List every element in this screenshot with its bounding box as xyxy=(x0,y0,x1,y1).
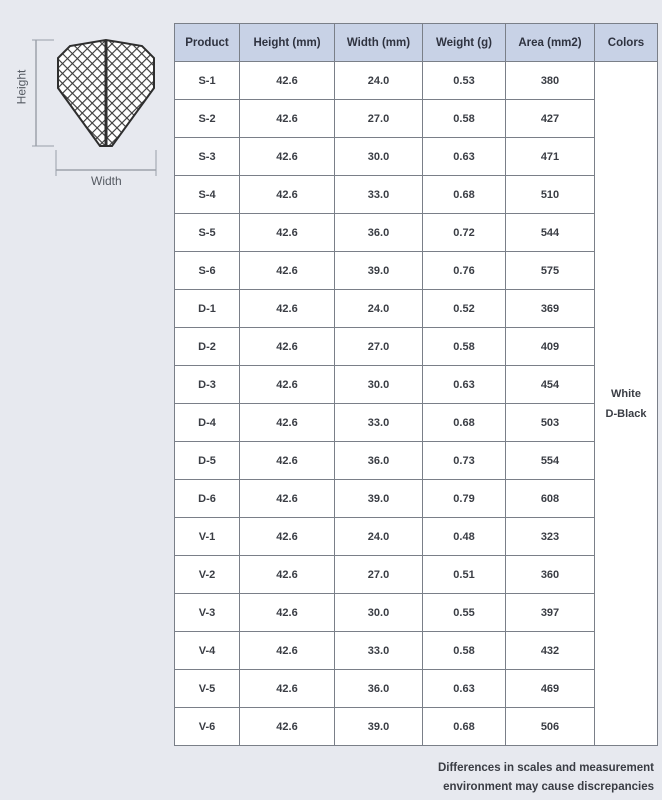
table-cell: 0.76 xyxy=(423,252,506,290)
color-option: D-Black xyxy=(605,407,647,420)
table-row xyxy=(175,670,658,708)
table-row xyxy=(175,480,658,518)
table-cell: 42.6 xyxy=(240,138,335,176)
table-cell: 0.79 xyxy=(423,480,506,518)
table-cell: V-2 xyxy=(175,556,240,594)
table-cell: 0.63 xyxy=(423,366,506,404)
table-cell: 0.63 xyxy=(423,670,506,708)
table-cell: 0.58 xyxy=(423,632,506,670)
table-row xyxy=(175,366,658,404)
table-cell: D-3 xyxy=(175,366,240,404)
table-cell: 0.48 xyxy=(423,518,506,556)
header-area: Area (mm2) xyxy=(506,24,595,62)
table-cell: 27.0 xyxy=(335,328,423,366)
table-cell: 42.6 xyxy=(240,556,335,594)
table-cell: 397 xyxy=(506,594,595,632)
table-cell: 33.0 xyxy=(335,176,423,214)
table-cell: S-4 xyxy=(175,176,240,214)
table-row xyxy=(175,518,658,556)
table-cell: 0.68 xyxy=(423,404,506,442)
table-cell: 469 xyxy=(506,670,595,708)
table-cell: 575 xyxy=(506,252,595,290)
table-cell: 33.0 xyxy=(335,404,423,442)
table-cell: 42.6 xyxy=(240,708,335,746)
table-cell: 0.53 xyxy=(423,62,506,100)
table-row xyxy=(175,708,658,746)
table-cell: V-5 xyxy=(175,670,240,708)
table-cell: 608 xyxy=(506,480,595,518)
table-cell: 30.0 xyxy=(335,594,423,632)
table-cell: V-1 xyxy=(175,518,240,556)
table-cell: V-6 xyxy=(175,708,240,746)
specs-table xyxy=(174,23,658,746)
table-cell: 42.6 xyxy=(240,594,335,632)
table-cell: 0.51 xyxy=(423,556,506,594)
table-cell: 42.6 xyxy=(240,670,335,708)
table-cell: 503 xyxy=(506,404,595,442)
table-cell: S-1 xyxy=(175,62,240,100)
table-cell: 24.0 xyxy=(335,518,423,556)
table-cell: 323 xyxy=(506,518,595,556)
table-cell: 33.0 xyxy=(335,632,423,670)
disclaimer-note xyxy=(438,759,654,797)
table-cell: 42.6 xyxy=(240,366,335,404)
table-cell: 42.6 xyxy=(240,328,335,366)
table-cell: 0.73 xyxy=(423,442,506,480)
table-cell: D-4 xyxy=(175,404,240,442)
table-cell: 380 xyxy=(506,62,595,100)
header-weight: Weight (g) xyxy=(423,24,506,62)
table-cell: 39.0 xyxy=(335,252,423,290)
table-cell: 471 xyxy=(506,138,595,176)
table-cell: 0.58 xyxy=(423,328,506,366)
table-row xyxy=(175,632,658,670)
table-cell: 0.58 xyxy=(423,100,506,138)
table-cell: 0.52 xyxy=(423,290,506,328)
table-cell: 36.0 xyxy=(335,442,423,480)
header-colors: Colors xyxy=(595,24,658,62)
table-cell: 30.0 xyxy=(335,366,423,404)
height-label: Height xyxy=(14,69,29,105)
note-line-2: environment may cause discrepancies xyxy=(443,781,654,793)
table-cell: V-4 xyxy=(175,632,240,670)
table-cell: 27.0 xyxy=(335,556,423,594)
table-cell: 432 xyxy=(506,632,595,670)
table-row xyxy=(175,176,658,214)
table-row xyxy=(175,62,658,100)
note-line-1: Differences in scales and measurement xyxy=(437,762,654,774)
table-row xyxy=(175,556,658,594)
table-cell: 27.0 xyxy=(335,100,423,138)
table-cell: 24.0 xyxy=(335,62,423,100)
table-row xyxy=(175,214,658,252)
table-cell: 360 xyxy=(506,556,595,594)
table-row xyxy=(175,442,658,480)
table-cell: D-6 xyxy=(175,480,240,518)
table-cell: 409 xyxy=(506,328,595,366)
table-cell: 506 xyxy=(506,708,595,746)
table-cell: 544 xyxy=(506,214,595,252)
table-cell: 42.6 xyxy=(240,252,335,290)
table-cell: 36.0 xyxy=(335,214,423,252)
table-cell: 0.68 xyxy=(423,708,506,746)
table-cell: 39.0 xyxy=(335,480,423,518)
table-cell: 42.6 xyxy=(240,480,335,518)
table-cell: 30.0 xyxy=(335,138,423,176)
table-cell: 427 xyxy=(506,100,595,138)
header-product: Product xyxy=(175,24,240,62)
table-cell: S-2 xyxy=(175,100,240,138)
table-body xyxy=(175,62,658,746)
table-row xyxy=(175,404,658,442)
header-width: Width (mm) xyxy=(335,24,423,62)
table-row xyxy=(175,290,658,328)
table-header-row xyxy=(175,24,658,62)
flight-diagram xyxy=(14,38,168,190)
header-height: Height (mm) xyxy=(240,24,335,62)
dart-flight-shape-icon xyxy=(18,38,168,190)
table-cell: 42.6 xyxy=(240,214,335,252)
table-cell: 42.6 xyxy=(240,442,335,480)
table-cell: 39.0 xyxy=(335,708,423,746)
table-cell: 42.6 xyxy=(240,290,335,328)
table-cell: 369 xyxy=(506,290,595,328)
table-cell: V-3 xyxy=(175,594,240,632)
table-cell: 42.6 xyxy=(240,176,335,214)
table-cell: 0.55 xyxy=(423,594,506,632)
table-cell: D-1 xyxy=(175,290,240,328)
table-cell: 0.63 xyxy=(423,138,506,176)
table-cell: 454 xyxy=(506,366,595,404)
table-row xyxy=(175,138,658,176)
table-cell: D-2 xyxy=(175,328,240,366)
table-cell: 24.0 xyxy=(335,290,423,328)
table-row xyxy=(175,594,658,632)
table-row xyxy=(175,328,658,366)
table-cell: 0.68 xyxy=(423,176,506,214)
table-cell: 42.6 xyxy=(240,100,335,138)
width-label: Width xyxy=(91,174,122,188)
table-cell: D-5 xyxy=(175,442,240,480)
table-cell: S-3 xyxy=(175,138,240,176)
table-cell: 36.0 xyxy=(335,670,423,708)
table-cell: S-5 xyxy=(175,214,240,252)
table-cell: 554 xyxy=(506,442,595,480)
table-cell: 42.6 xyxy=(240,62,335,100)
table-cell: 510 xyxy=(506,176,595,214)
table-cell: 42.6 xyxy=(240,518,335,556)
table-cell: S-6 xyxy=(175,252,240,290)
table-cell: 0.72 xyxy=(423,214,506,252)
table-row xyxy=(175,252,658,290)
color-option: White xyxy=(611,387,641,400)
table-row xyxy=(175,100,658,138)
table-cell: 42.6 xyxy=(240,404,335,442)
table-cell: 42.6 xyxy=(240,632,335,670)
colors-cell xyxy=(595,62,658,746)
